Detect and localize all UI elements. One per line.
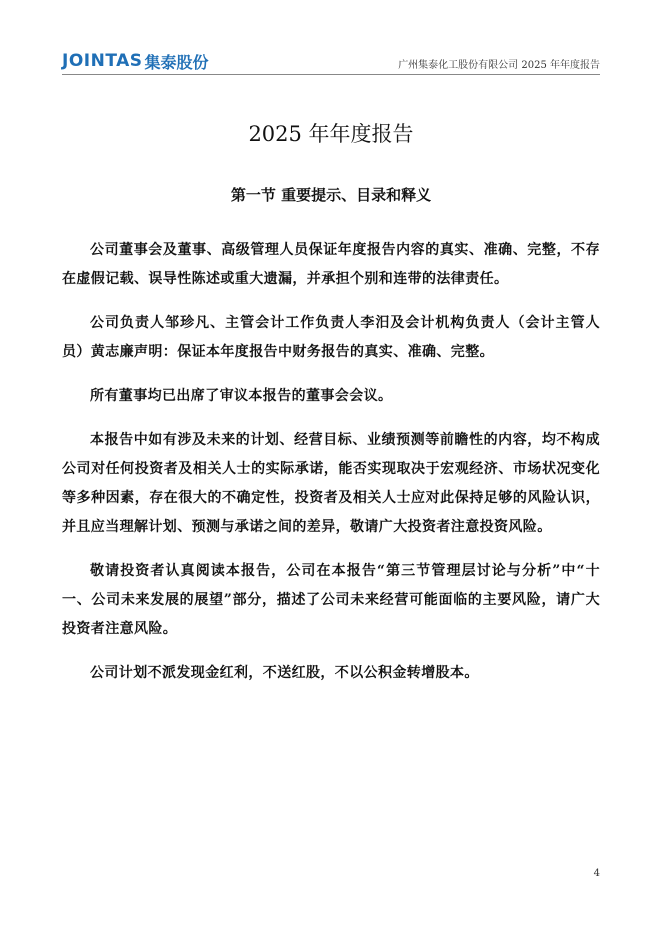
report-title: 2025 年年度报告 — [248, 122, 414, 146]
logo-latin-text: JOINTAS — [62, 51, 143, 71]
paragraph-dividend-plan: 公司计划不派发现金红利，不送红股，不以公积金转增股本。 — [90, 665, 479, 681]
report-body — [62, 236, 600, 703]
paragraph-board-guarantee: 公司董事会及董事、高级管理人员保证年度报告内容的真实、准确、完整，不存在虚假记载、误导性陈述或重大遗漏，并承担个别和连带的法律责任。 — [62, 242, 600, 287]
header-divider — [62, 74, 600, 75]
paragraph-forward-looking: 本报告中如有涉及未来的计划、经营目标、业绩预测等前瞻性的内容，均不构成公司对任何投资者及相关人士的实际承诺，能否实现取决于宏观经济、市场状况变化等多种因素，存在很大的不确定性，投资者及相关人士应对此保持足够的风险认识，并且应当理解计划、预测与承诺之间的差异，敬请广大投资者注意投资风险。 — [62, 432, 600, 535]
page-header — [62, 48, 600, 74]
logo-chinese-text: 集泰股份 — [144, 52, 209, 72]
paragraph-risk-notice: 敬请投资者认真阅读本报告，公司在本报告“第三节管理层讨论与分析”中“十一、公司未来发展的展望”部分，描述了公司未来经营可能面临的主要风险，请广大投资者注意风险。 — [62, 563, 600, 637]
header-report-name: 广州集泰化工股份有限公司 2025 年年度报告 — [398, 60, 600, 71]
paragraph-directors-attendance: 所有董事均已出席了审议本报告的董事会会议。 — [90, 388, 393, 404]
company-logo — [62, 50, 209, 72]
paragraph-responsible-persons: 公司负责人邹珍凡、主管会计工作负责人李汨及会计机构负责人（会计主管人员）黄志廉声明：保证本年度报告中财务报告的真实、准确、完整。 — [62, 315, 600, 360]
section-title: 第一节 重要提示、目录和释义 — [230, 186, 432, 204]
page-number: 4 — [593, 868, 600, 879]
